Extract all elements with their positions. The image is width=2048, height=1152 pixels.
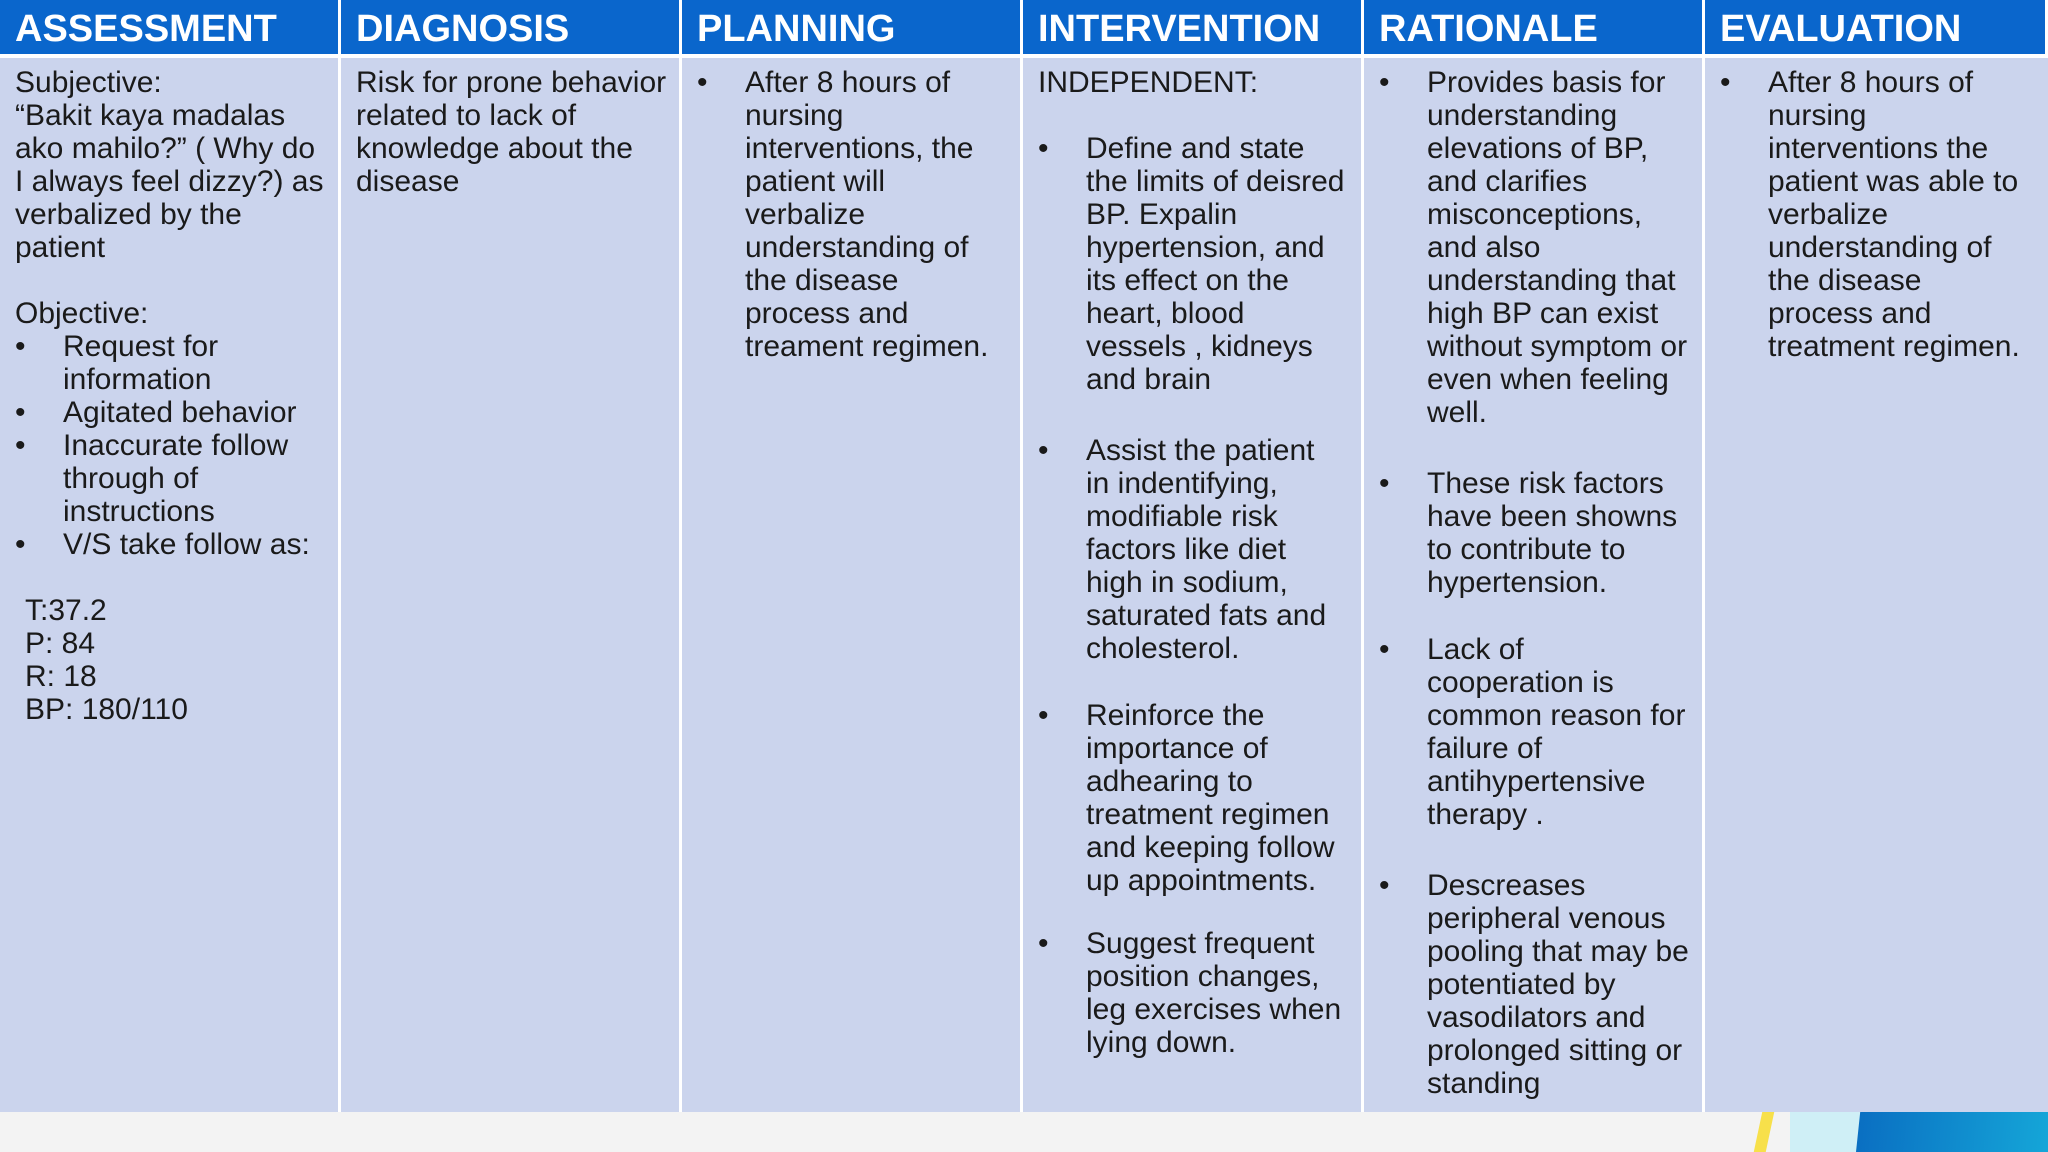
header-assessment: ASSESSMENT	[0, 0, 341, 58]
list-item: • Descreases peripheral venous pooling that may be potentiated by vasodilators and prolonged sitting or standing	[1379, 869, 1690, 1100]
subjective-text: Subjective: “Bakit kaya madalas ako mahilo?” ( Why do I always feel dizzy?) as verbalized by the patient	[15, 66, 324, 264]
header-diagnosis: DIAGNOSIS	[341, 0, 682, 58]
objective-label: Objective:	[15, 297, 149, 330]
list-item: • Provides basis for understanding elevations of BP, and clarifies misconceptions, and also understanding that high BP can exist without symptom or even when feeling well.	[1379, 66, 1690, 429]
list-item: • These risk factors have been showns to contribute to hypertension.	[1379, 467, 1690, 599]
intervention-list	[1038, 132, 1349, 1059]
list-item: • Inaccurate follow through of instructions	[15, 429, 326, 528]
planning-cell	[682, 58, 1023, 1112]
rationale-list	[1379, 66, 1690, 1100]
list-item: • After 8 hours of nursing interventions, the patient will verbalize understanding of the disease process and treament regimen.	[697, 66, 1008, 363]
header-intervention: INTERVENTION	[1023, 0, 1364, 58]
list-item: • Request for information	[15, 330, 326, 396]
list-item: • After 8 hours of nursing interventions the patient was able to verbalize understanding of the disease process and treatment regimen.	[1720, 66, 2036, 363]
list-item: • V/S take follow as:	[15, 528, 326, 561]
planning-list	[697, 66, 1008, 363]
footer-accent-block	[1856, 1112, 2048, 1152]
header-rationale: RATIONALE	[1364, 0, 1705, 58]
rationale-cell	[1364, 58, 1705, 1112]
header-evaluation: EVALUATION	[1705, 0, 2048, 58]
evaluation-list	[1720, 66, 2036, 363]
header-planning: PLANNING	[682, 0, 1023, 58]
list-item: • Reinforce the importance of adhearing to treatment regimen and keeping follow up appointments.	[1038, 699, 1349, 897]
slide-footer	[0, 1112, 2048, 1152]
diagnosis-text: Risk for prone behavior related to lack of knowledge about the disease	[356, 66, 667, 198]
diagnosis-cell	[341, 58, 682, 1112]
list-item: • Lack of cooperation is common reason for failure of antihypertensive therapy .	[1379, 633, 1690, 831]
intervention-label: INDEPENDENT:	[1038, 66, 1259, 99]
list-item: • Define and state the limits of deisred BP. Expalin hypertension, and its effect on the heart, blood vessels , kidneys and brain	[1038, 132, 1349, 396]
vital-signs: T:37.2 P: 84 R: 18 BP: 180/110	[25, 594, 188, 726]
list-item: • Agitated behavior	[15, 396, 326, 429]
list-item: • Assist the patient in indentifying, modifiable risk factors like diet high in sodium, saturated fats and cholesterol.	[1038, 434, 1349, 665]
evaluation-cell	[1705, 58, 2048, 1112]
assessment-cell	[0, 58, 341, 1112]
intervention-cell	[1023, 58, 1364, 1112]
objective-list	[15, 330, 326, 561]
list-item: • Suggest frequent position changes, leg exercises when lying down.	[1038, 927, 1349, 1059]
